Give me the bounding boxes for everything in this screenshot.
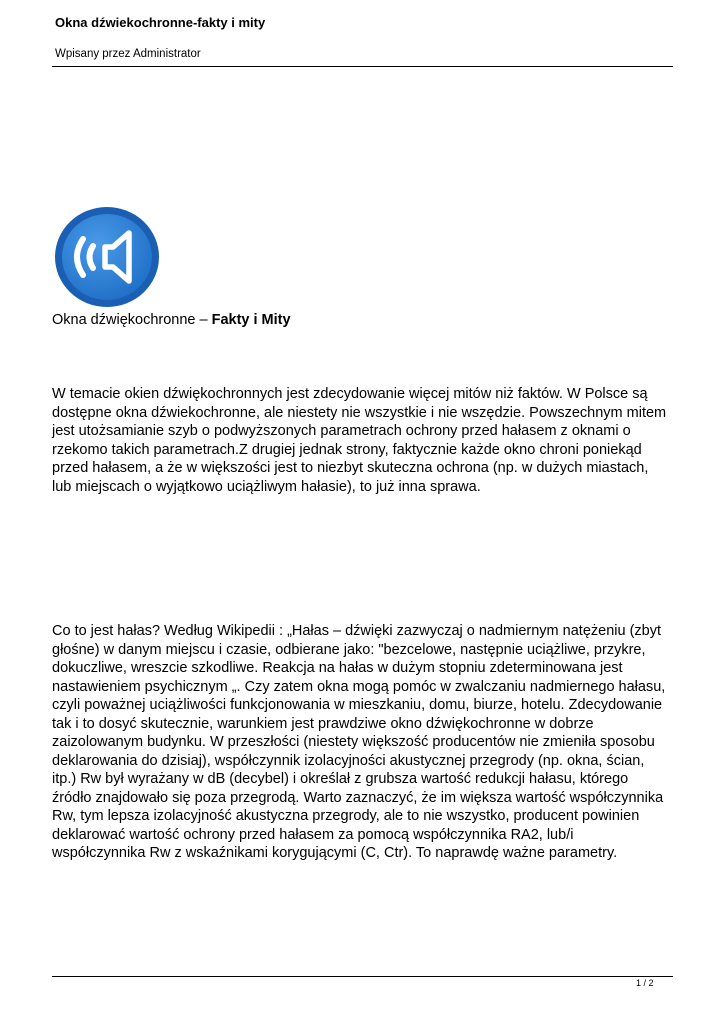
page-number: 1 / 2 [636,978,654,988]
header-divider [52,66,673,67]
speaker-logo-graphic [53,205,161,309]
sound-wave-inner [90,246,94,268]
speaker-sound-icon [53,205,161,309]
document-title: Okna dźwiekochronne-fakty i mity [55,15,266,30]
paragraph-noise-definition: Co to jest hałas? Według Wikipedii : „Hałas – dźwięki zazwyczaj o nadmiernym natężeniu (zbyt głośne) w danym miejscu i czasie, odbierane jako: "bezcelowe, następnie uciążliwe, przykre, dokuczliwe, wreszcie szkodliwe. Reakcja na hałas w dużym stopniu zdeterminowana jest nastawieniem psychicznym „. Czy zatem okna mogą pomóc w zwalczaniu nadmiernego hałasu, czyli poważnej uciążliwości funkcjonowania w mieszkaniu, domu, biurze, hotelu. Zdecydowanie tak i to dosyć skutecznie, warunkiem jest prawdziwe okno dźwiękochronne w dobrze zaizolowanym budynku. W przeszłości (niestety większość producentów nie zmieniła sposobu deklarowania do dzisiaj), współczynnik izolacyjności akustycznej przegrody (np. okna, ścian, itp.) Rw był wyrażany w dB (decybel) i określał z grubsza wartość redukcji hałasu, którego źródło znajdowało się poza przegrodą. Warto zaznaczyć, że im większa wartość współczynnika Rw, tym lepsza izolacyjność akustyczna przegrody, ale to nie wszystko, producent powinien deklarować wartość ochrony przed hałasem za pomocą współczynnika RA2, lub/i współczynnika Rw z wskaźnikami korygującymi (C, Ctr). To naprawdę ważne parametry. [52,623,666,861]
caption-bold-text: Fakty i Mity [211,312,291,328]
caption-text: Okna dźwiękochronne – [52,312,212,328]
paragraph-intro: W temacie okien dźwiękochronnych jest zdecydowanie więcej mitów niż faktów. W Polsce są dostępne okna dźwiekochronne, ale niestety nie wszystkie i nie wszędzie. Powszechnym mitem jest utożsamianie szyb o podwyższonych parametrach ochrony przed hałasem z oknami o rzekomo takich parametrach.Z drugiej jednak strony, faktycznie każde okno chroni poniekąd przed hałasem, a że w większości jest to niezbyt skuteczna ochrona (np. w dużych miastach, lub miejscach o wyjątkowo uciążliwym hałasie), to już inna sprawa. [52,386,667,495]
image-caption [52,311,291,329]
footer-divider [52,976,673,977]
author-line: Wpisany przez Administrator [55,48,201,60]
